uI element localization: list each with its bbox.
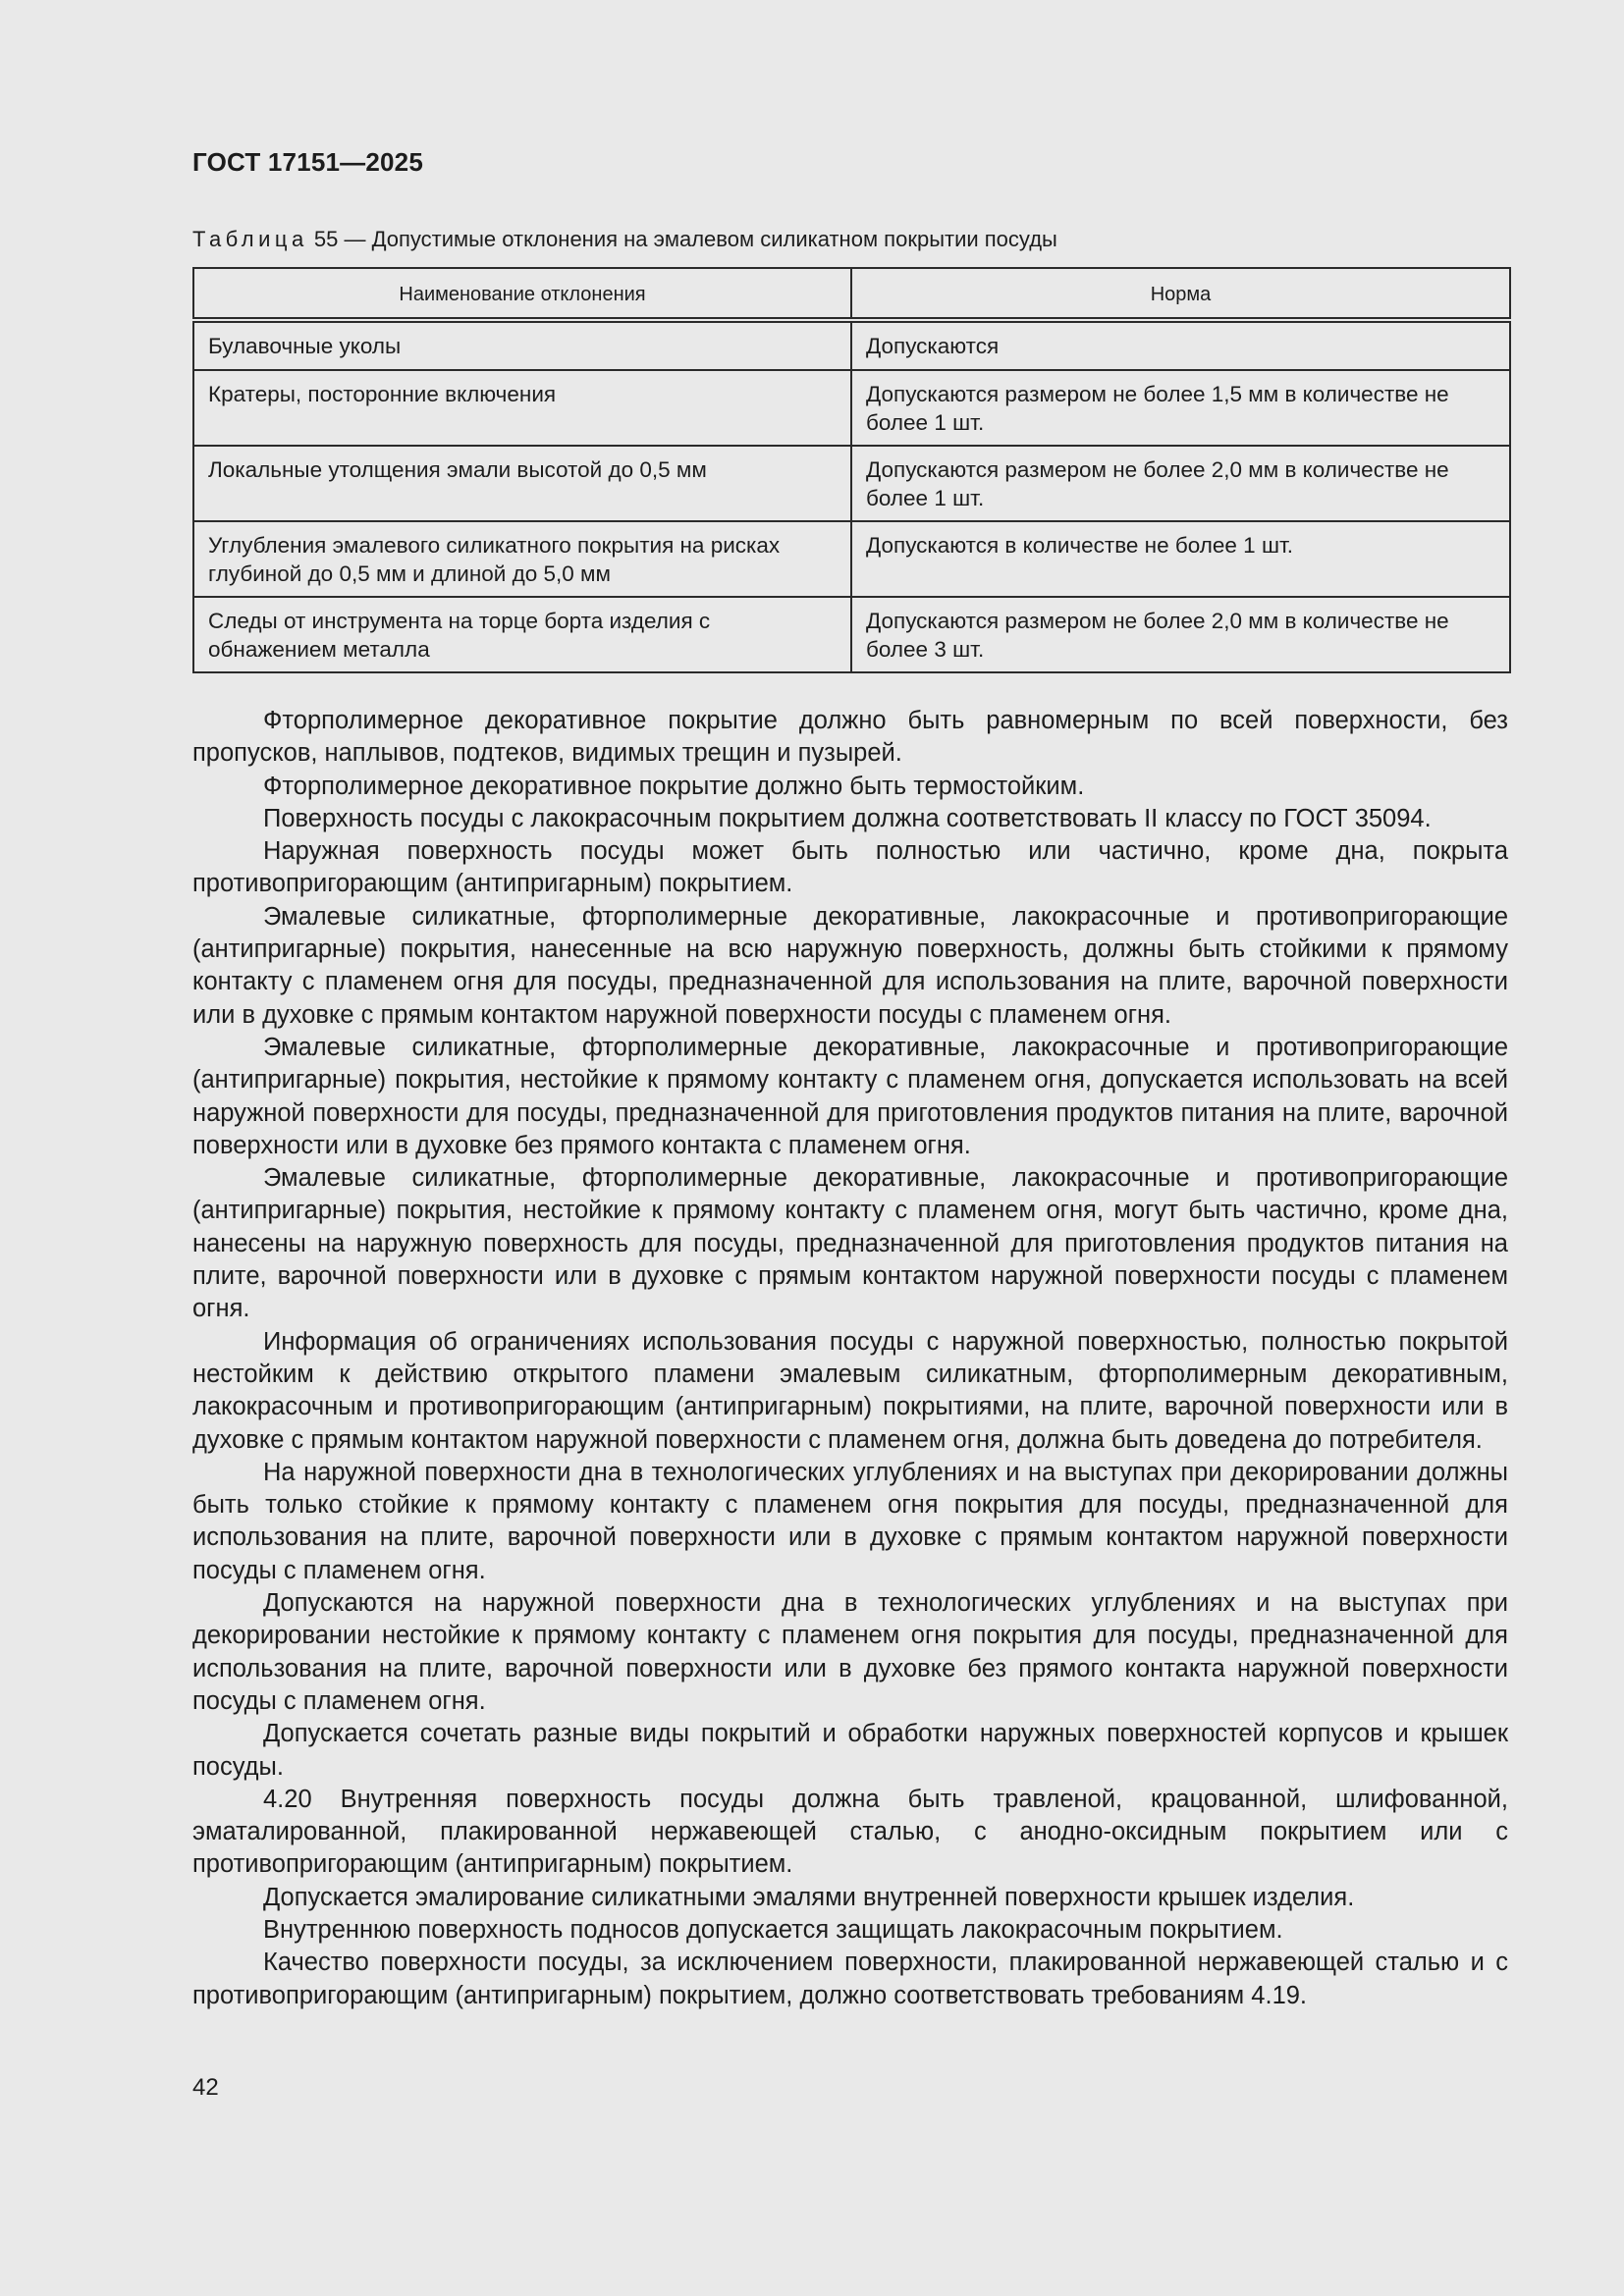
norm-cell: Допускаются размером не более 1,5 мм в количестве не более 1 шт.: [851, 370, 1510, 446]
paragraph: Качество поверхности посуды, за исключением поверхности, плакированной нержавеющей сталью и с противопригорающим (антипригарным) покрытием, должно соответствовать требованиям 4.19.: [192, 1949, 1508, 2009]
page-number: 42: [192, 2074, 219, 2101]
paragraph: Допускается сочетать разные виды покрытий и обработки наружных поверхностей корпусов и крышек посуды.: [192, 1720, 1508, 1781]
paragraph: Эмалевые силикатные, фторполимерные декоративные, лакокрасочные и противопригорающие (антипригарные) покрытия, нанесенные на всю наружную поверхность, должны быть стойкими к прямому контакту с пламенем огня для посуды, предназначенной для использования на плите, варочной поверхности или в духовке с прямым контактом наружной поверхности посуды с пламенем огня.: [192, 902, 1508, 1029]
column-header-name: Наименование отклонения: [193, 268, 851, 320]
deviation-name-cell: Кратеры, посторонние включения: [193, 370, 851, 446]
deviation-name-cell: Углубления эмалевого силикатного покрытия на рисках глубиной до 0,5 мм и длиной до 5,0 мм: [193, 521, 851, 597]
paragraph: Информация об ограничениях использования посуды с наружной поверхностью, полностью покрытой нестойким к действию открытого пламени эмалевым силикатным, фторполимерным декоративным, лакокрасочным и противопригорающим (антипригарным) покрытиями, на плите, варочной поверхности или в духовке с прямым контактом наружной поверхности с пламенем огня, должна быть доведена до потребителя.: [192, 1327, 1508, 1454]
table-caption-text: 55 — Допустимые отклонения на эмалевом силикатном покрытии посуды: [307, 227, 1057, 251]
paragraph: Допускаются на наружной поверхности дна в технологических углублениях и на выступах при декорировании нестойкие к прямому контакту с пламенем огня покрытия для посуды, предназначенной для использования на плите, варочной поверхности или в духовке без прямого контакта наружной поверхности посуды с пламенем огня.: [192, 1589, 1508, 1715]
table-caption: [192, 227, 1057, 252]
table-row: [193, 597, 1510, 672]
column-header-norm: Норма: [851, 268, 1510, 320]
paragraph: Поверхность посуды с лакокрасочным покрытием должна соответствовать II классу по ГОСТ 35094.: [263, 804, 1432, 832]
paragraph: Эмалевые силикатные, фторполимерные декоративные, лакокрасочные и противопригорающие (антипригарные) покрытия, нестойкие к прямому контакту с пламенем огня, могут быть частично, кроме дна, нанесены на наружную поверхность для посуды, предназначенной для приготовления продуктов питания на плите, варочной поверхности или в духовке с прямым контактом наружной поверхности посуды с пламенем огня.: [192, 1164, 1508, 1323]
norm-cell: Допускаются: [851, 320, 1510, 370]
paragraph: Эмалевые силикатные, фторполимерные декоративные, лакокрасочные и противопригорающие (антипригарные) покрытия, нестойкие к прямому контакту с пламенем огня, допускается использовать на всей наружной поверхности для посуды, предназначенной для приготовления продуктов питания на плите, варочной поверхности или в духовке без прямого контакта с пламенем огня.: [192, 1033, 1508, 1159]
paragraph: 4.20 Внутренняя поверхность посуды должна быть травленой, крацованной, шлифованной, эматалированной, плакированной нержавеющей сталью, с анодно-оксидным покрытием или с противопригорающим (антипригарным) покрытием.: [192, 1785, 1508, 1879]
paragraph: Допускается эмалирование силикатными эмалями внутренней поверхности крышек изделия.: [263, 1883, 1355, 1911]
table-header-row: [193, 268, 1510, 320]
table-row: [193, 446, 1510, 521]
table-row: [193, 320, 1510, 370]
paragraph: Фторполимерное декоративное покрытие должно быть термостойким.: [263, 772, 1085, 800]
paragraph: Наружная поверхность посуды может быть полностью или частично, кроме дна, покрыта противопригорающим (антипригарным) покрытием.: [192, 837, 1508, 898]
deviation-name-cell: Следы от инструмента на торце борта изделия с обнажением металла: [193, 597, 851, 672]
table-row: [193, 370, 1510, 446]
deviation-name-cell: Локальные утолщения эмали высотой до 0,5 мм: [193, 446, 851, 521]
deviation-name-cell: Булавочные уколы: [193, 320, 851, 370]
norm-cell: Допускаются в количестве не более 1 шт.: [851, 521, 1510, 597]
document-header: ГОСТ 17151—2025: [192, 147, 423, 177]
norm-cell: Допускаются размером не более 2,0 мм в количестве не более 1 шт.: [851, 446, 1510, 521]
body-text: [192, 705, 1508, 2012]
paragraph: На наружной поверхности дна в технологических углублениях и на выступах при декорировании должны быть только стойкие к прямому контакту с пламенем огня покрытия для посуды, предназначенной для использования на плите, варочной поверхности или в духовке с прямым контактом наружной поверхности посуды с пламенем огня.: [192, 1458, 1508, 1584]
paragraph: Фторполимерное декоративное покрытие должно быть равномерным по всей поверхности, без пропусков, наплывов, подтеков, видимых трещин и пузырей.: [192, 707, 1508, 768]
norm-cell: Допускаются размером не более 2,0 мм в количестве не более 3 шт.: [851, 597, 1510, 672]
table-caption-prefix: Таблица: [192, 227, 308, 251]
table-row: [193, 521, 1510, 597]
deviations-table: [192, 267, 1511, 673]
paragraph: Внутреннюю поверхность подносов допускается защищать лакокрасочным покрытием.: [263, 1915, 1283, 1944]
